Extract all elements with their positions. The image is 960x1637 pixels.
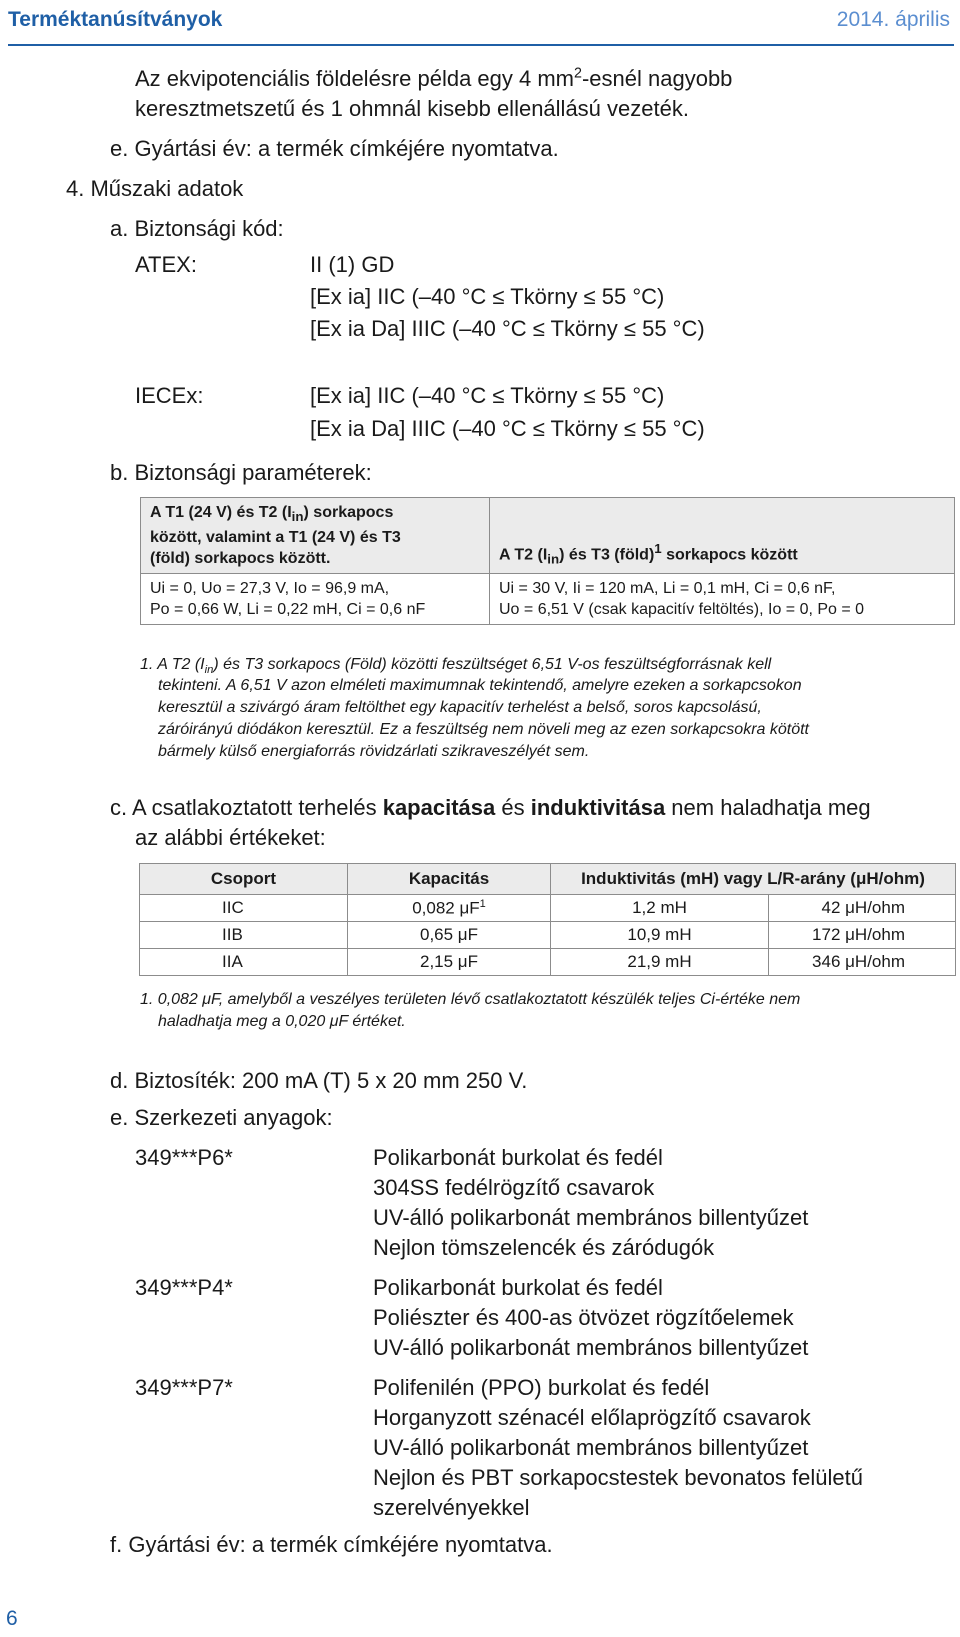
footnote-1-text-b: ) és T3 sorkapocs (Föld) közötti feszültséget 6,51 V-os feszültségforrásnak kell xyxy=(213,656,772,673)
atex-label: ATEX: xyxy=(135,252,197,277)
material-p7-line: Polifenilén (PPO) burkolat és fedél xyxy=(373,1375,710,1400)
col2-header-footnote-mark: 1 xyxy=(654,540,662,556)
item-c-line-2: az alábbi értékeket: xyxy=(135,825,326,850)
item-e-year: e. Gyártási év: a termék címkéjére nyomtatva. xyxy=(110,136,559,161)
col2-value-line-1: Ui = 30 V, Ii = 120 mA, Li = 0,1 mH, Ci = 0,6 nF, xyxy=(499,580,836,598)
col1-header-text-b: ) sorkapocs xyxy=(303,504,394,521)
table-row xyxy=(140,922,956,949)
iecex-line-1: [Ex ia] IIC (–40 °C ≤ Tkörny ≤ 55 °C) xyxy=(310,383,665,408)
col2-header-sub: in xyxy=(547,551,560,567)
col2-values xyxy=(490,574,955,625)
inductance-cell: 1,2 mH xyxy=(551,895,769,922)
capacitance-cell xyxy=(348,895,551,922)
footnote-1-line-3: keresztül a szivárgó áram feltölthet egy kapacitív terhelést a belső, soros kapcsolású, xyxy=(158,699,762,716)
col1-header-line-1 xyxy=(150,502,480,527)
header-inductance: Induktivitás (mH) vagy L/R-arány (μH/ohm) xyxy=(551,864,956,895)
material-p4-line: Polikarbonát burkolat és fedél xyxy=(373,1275,663,1300)
material-code-p4: 349***P4* xyxy=(135,1275,233,1300)
col1-header xyxy=(141,498,490,574)
header-rule xyxy=(8,44,954,46)
col1-header-line-2: között, valamint a T1 (24 V) és T3 xyxy=(150,529,401,547)
footnote-1-line-5: bármely külső energiaforrás rövidzárlati szikraveszélyét sem. xyxy=(158,743,590,760)
col1-header-line-3: (föld) sorkapocs között. xyxy=(150,550,331,568)
safety-params-heading: b. Biztonsági paraméterek: xyxy=(110,460,372,485)
material-p6-line: Polikarbonát burkolat és fedél xyxy=(373,1145,663,1170)
material-code-p6: 349***P6* xyxy=(135,1145,233,1170)
material-p6-line: 304SS fedélrögzítő csavarok xyxy=(373,1175,655,1200)
footnote-2-line-2: haladhatja meg a 0,020 μF értéket. xyxy=(158,1013,406,1030)
capacitance-table xyxy=(139,863,956,976)
running-header-date: 2014. április xyxy=(836,8,950,31)
table-header-row xyxy=(140,864,956,895)
item-e-materials-heading: e. Szerkezeti anyagok: xyxy=(110,1105,333,1130)
intro-text-a: Az ekvipotenciális földelésre példa egy 4 mm xyxy=(135,66,575,91)
group-cell: IIA xyxy=(140,949,348,976)
col1-header-text-a: A T1 (24 V) és T2 (I xyxy=(150,504,292,521)
capacitance-cell: 0,65 μF xyxy=(348,922,551,949)
group-cell: IIC xyxy=(140,895,348,922)
col1-values xyxy=(141,574,490,625)
lr-ratio-cell: 42 μH/ohm xyxy=(769,895,956,922)
intro-text-b: -esnél nagyobb xyxy=(581,66,733,91)
col1-header-sub: in xyxy=(291,509,304,525)
intro-line-1 xyxy=(135,64,732,94)
group-cell: IIB xyxy=(140,922,348,949)
table-row xyxy=(140,895,956,922)
material-p6-line: UV-álló polikarbonát membrános billentyűzet xyxy=(373,1205,809,1230)
item-c-line-1 xyxy=(110,793,871,823)
intro-superscript: 2 xyxy=(574,65,582,82)
capacitance-footnote-mark: 1 xyxy=(479,897,486,910)
lr-ratio-cell: 346 μH/ohm xyxy=(769,949,956,976)
material-p7-line: Nejlon és PBT sorkapocstestek bevonatos felületű xyxy=(373,1465,863,1490)
footnote-2-line-1: 1. 0,082 μF, amelyből a veszélyes területen lévő csatlakoztatott készülék teljes Ci-értéke nem xyxy=(140,991,801,1008)
footnote-1-sub: in xyxy=(204,664,214,677)
safety-code-heading: a. Biztonsági kód: xyxy=(110,216,284,241)
capacitance-value: 0,082 μF xyxy=(412,898,480,918)
material-p7-line: szerelvényekkel xyxy=(373,1495,530,1520)
header-group: Csoport xyxy=(140,864,348,895)
col2-header-text-a: A T2 (I xyxy=(499,546,548,563)
footnote-1-line-1 xyxy=(140,654,771,675)
safety-parameters-table xyxy=(140,497,955,625)
iecex-label: IECEx: xyxy=(135,383,204,408)
atex-line-2: [Ex ia] IIC (–40 °C ≤ Tkörny ≤ 55 °C) xyxy=(310,284,665,309)
col2-header-text-b: ) és T3 (föld) xyxy=(559,546,655,563)
material-p6-line: Nejlon tömszelencék és záródugók xyxy=(373,1235,715,1260)
item-c-bold-inductance: induktivitása xyxy=(530,795,666,820)
col2-value-line-2: Uo = 6,51 V (csak kapacitív feltöltés), Io = 0, Po = 0 xyxy=(499,601,865,619)
material-p4-line: UV-álló polikarbonát membrános billentyűzet xyxy=(373,1335,809,1360)
table-header-row xyxy=(141,498,955,574)
atex-line-1: II (1) GD xyxy=(310,252,395,277)
material-p7-line: UV-álló polikarbonát membrános billentyűzet xyxy=(373,1435,809,1460)
table-row xyxy=(140,949,956,976)
atex-line-3: [Ex ia Da] IIIC (–40 °C ≤ Tkörny ≤ 55 °C) xyxy=(310,316,705,341)
item-c-text-c: nem haladhatja meg xyxy=(665,795,871,820)
intro-line-2: keresztmetszetű és 1 ohmnál kisebb ellenállású vezeték. xyxy=(135,96,689,121)
capacitance-cell: 2,15 μF xyxy=(348,949,551,976)
col1-value-line-2: Po = 0,66 W, Li = 0,22 mH, Ci = 0,6 nF xyxy=(150,601,426,619)
col2-header xyxy=(490,498,955,574)
page-number: 6 xyxy=(6,1607,18,1630)
col2-header-text-c: sorkapocs között xyxy=(661,546,798,563)
header-capacitance: Kapacitás xyxy=(348,864,551,895)
running-header-title: Terméktanúsítványok xyxy=(8,8,223,31)
item-c-text-a: c. A csatlakoztatott terhelés xyxy=(110,795,383,820)
footnote-1-line-2: tekinteni. A 6,51 V azon elméleti maximumnak tekintendő, amelyre ezeken a sorkapcsokon xyxy=(158,677,802,694)
lr-ratio-cell: 172 μH/ohm xyxy=(769,922,956,949)
inductance-cell: 21,9 mH xyxy=(551,949,769,976)
item-c-bold-capacity: kapacitása xyxy=(382,795,496,820)
iecex-line-2: [Ex ia Da] IIIC (–40 °C ≤ Tkörny ≤ 55 °C) xyxy=(310,416,705,441)
item-f-year: f. Gyártási év: a termék címkéjére nyomtatva. xyxy=(110,1532,553,1557)
item-d-fuse: d. Biztosíték: 200 mA (T) 5 x 20 mm 250 V. xyxy=(110,1068,528,1093)
material-p4-line: Poliészter és 400-as ötvözet rögzítőelemek xyxy=(373,1305,794,1330)
item-c-text-mid: és xyxy=(495,795,531,820)
col1-value-line-1: Ui = 0, Uo = 27,3 V, Io = 96,9 mA, xyxy=(150,580,390,598)
table-row xyxy=(141,574,955,625)
inductance-cell: 10,9 mH xyxy=(551,922,769,949)
footnote-1-line-4: záróirányú diódákon keresztül. Ez a feszültség nem növeli meg az ezen sorkapcsokra kötött xyxy=(158,721,809,738)
section-4-title: 4. Műszaki adatok xyxy=(66,176,244,201)
material-p7-line: Horganyzott szénacél előlaprögzítő csavarok xyxy=(373,1405,811,1430)
material-code-p7: 349***P7* xyxy=(135,1375,233,1400)
footnote-1-text-a: 1. A T2 (I xyxy=(140,656,205,673)
